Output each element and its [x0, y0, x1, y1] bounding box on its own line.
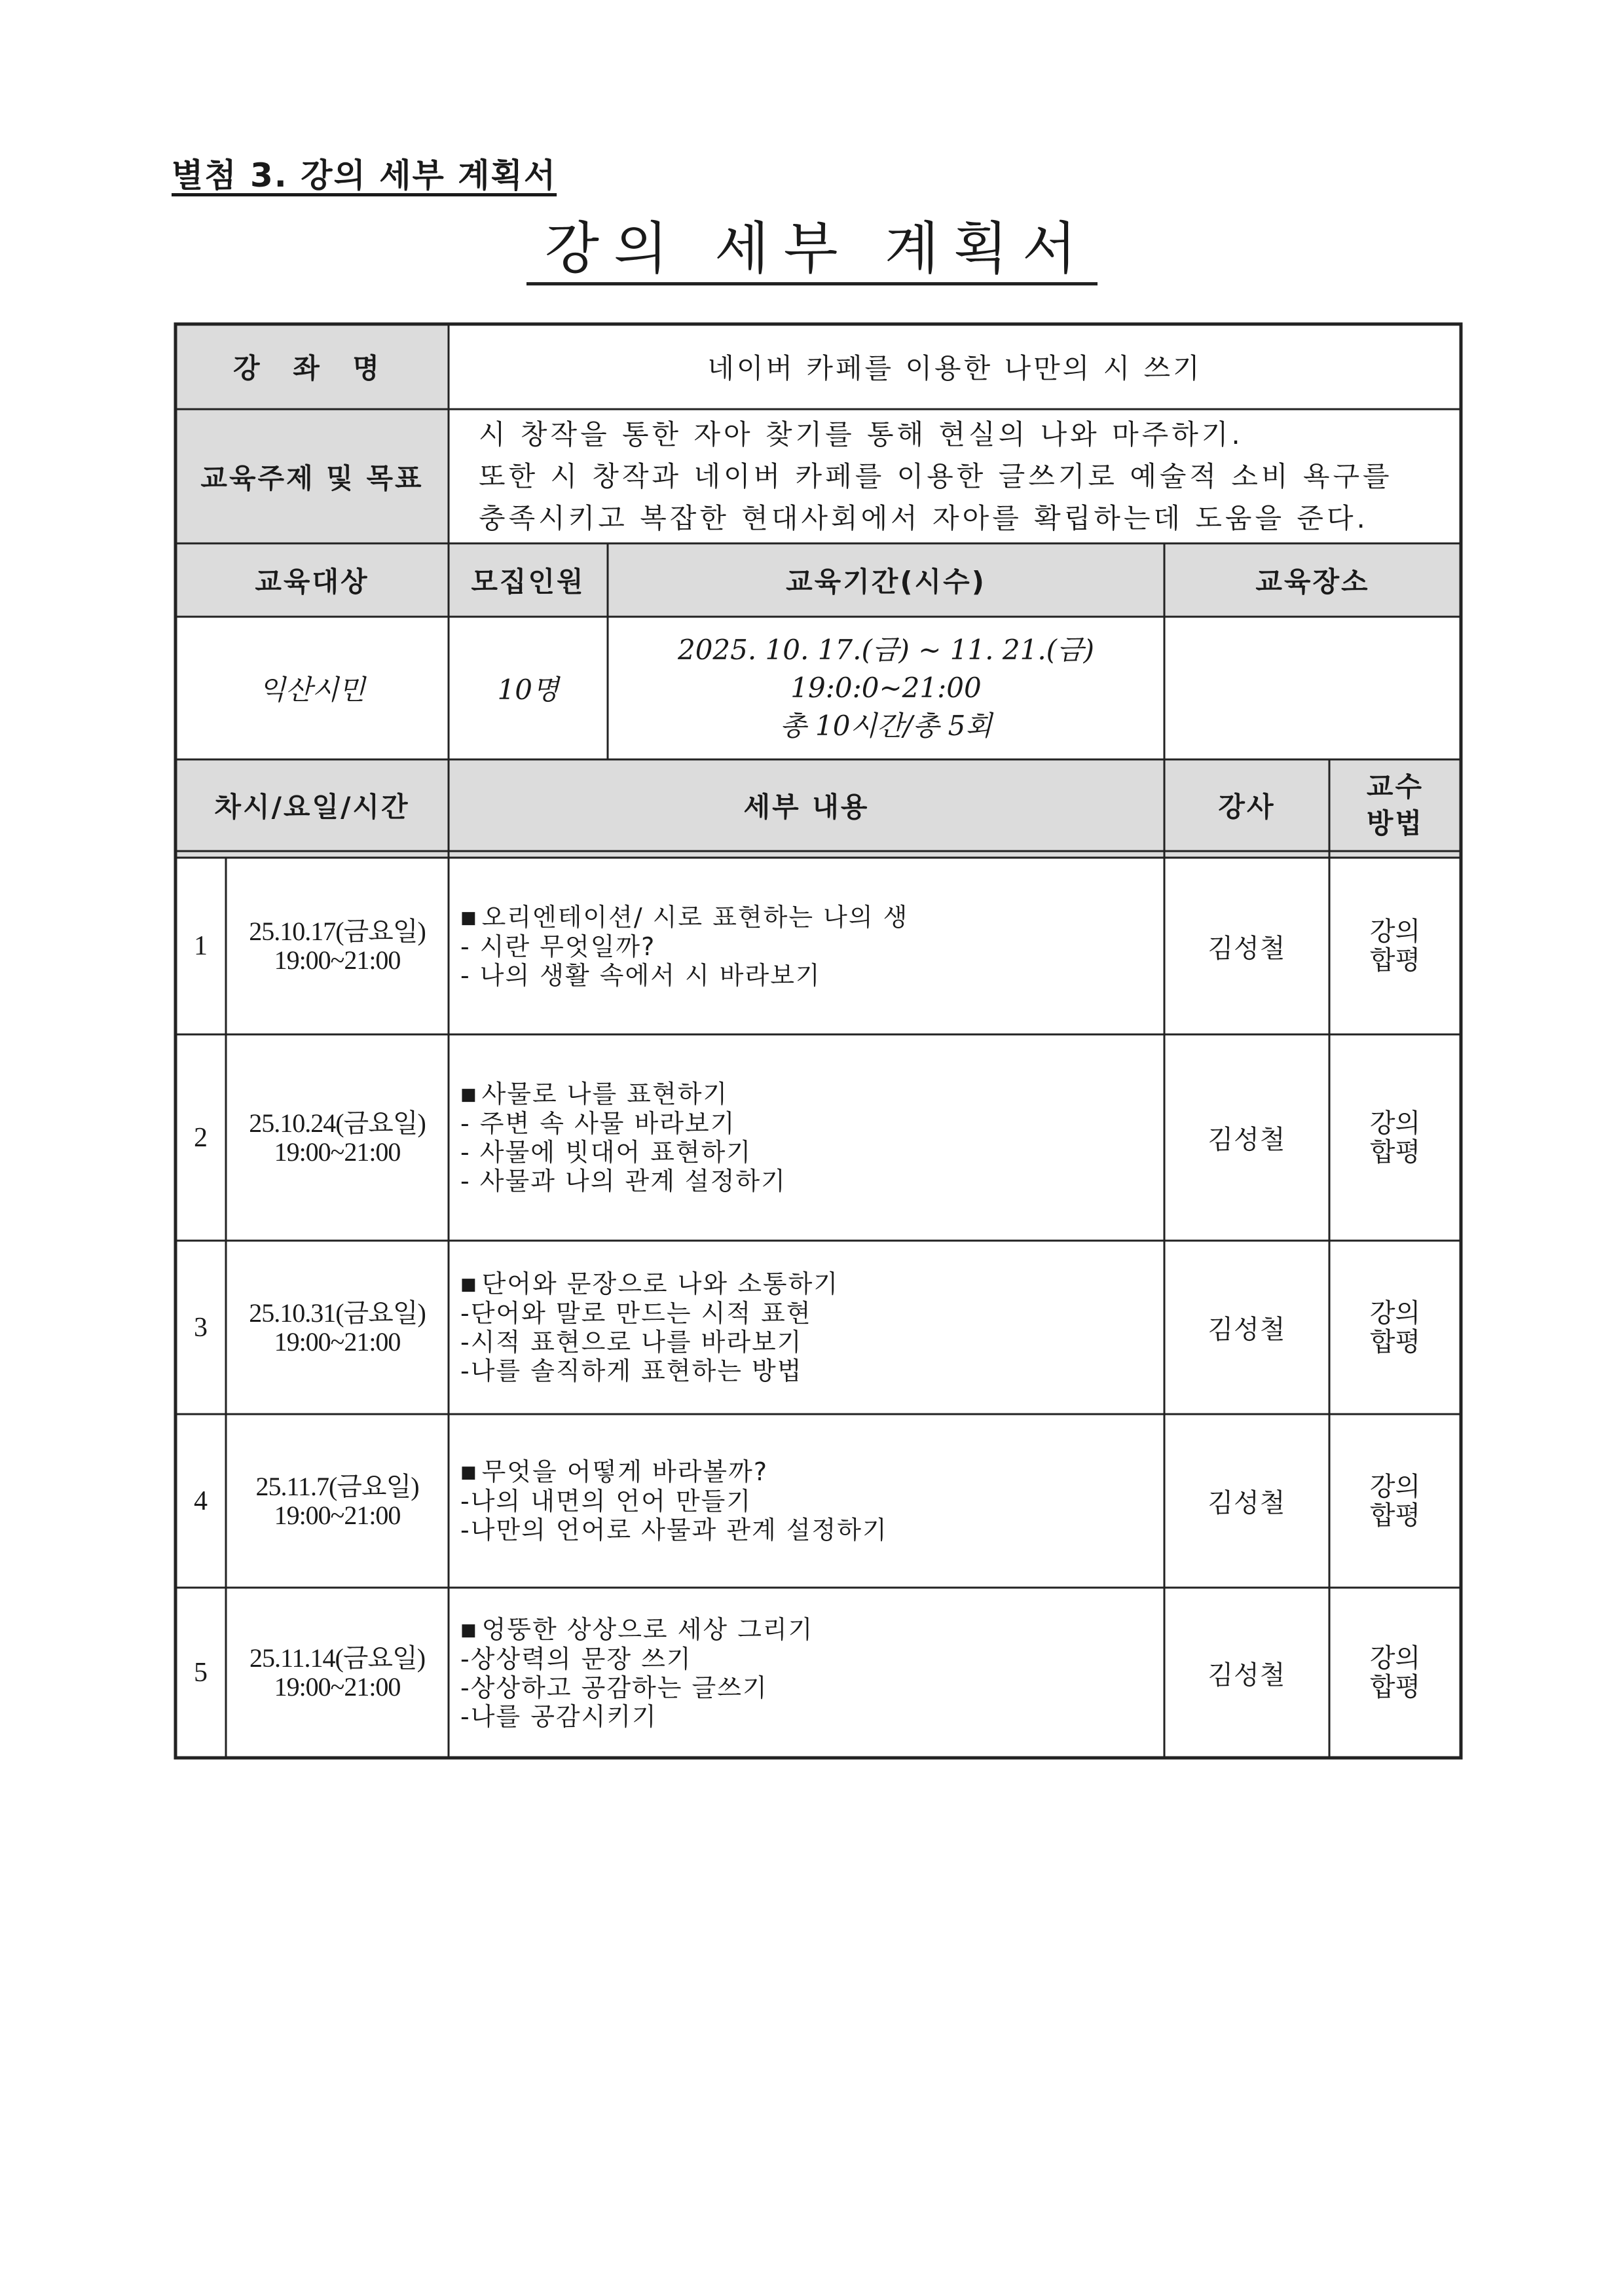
session-datetime — [226, 1034, 449, 1241]
session-method — [1329, 1034, 1461, 1241]
session-method-line2: 합평 — [1369, 1137, 1421, 1167]
goal-label: 교육주제 및 목표 — [200, 462, 424, 494]
session-instructor: 김성철 — [1208, 933, 1286, 964]
period-value — [608, 617, 1164, 759]
session-content — [449, 1588, 1164, 1758]
session-instructor: 김성철 — [1208, 1125, 1286, 1155]
session-title: 사물로 나를 표현하기 — [481, 1080, 729, 1108]
session-time: 19:00~21:00 — [274, 945, 401, 975]
session-date: 25.10.31(금요일) — [249, 1298, 426, 1328]
session-content — [449, 858, 1164, 1034]
session-content — [449, 1414, 1164, 1588]
session-date: 25.10.17(금요일) — [249, 917, 426, 946]
session-title: 오리엔테이션/ 시로 표현하는 나의 생 — [481, 902, 909, 932]
target-value: 익산시민 — [259, 674, 365, 706]
session-instructor: 김성철 — [1208, 1488, 1286, 1518]
session-no: 3 — [194, 1312, 208, 1343]
goal-line-2: 또한 시 창작과 네이버 카페를 이용한 글쓰기로 예술적 소비 욕구를 — [479, 460, 1393, 492]
document-title: 강의 세부 계획서 — [526, 219, 1098, 285]
session-time: 19:00~21:00 — [274, 1137, 401, 1167]
session-method-line2: 합평 — [1369, 945, 1421, 975]
course-name-label: 강 좌 명 — [233, 352, 391, 384]
session-item: - 사물과 나의 관계 설정하기 — [460, 1167, 786, 1195]
session-method-line1: 강의 — [1369, 1298, 1421, 1328]
header-target: 교육대상 — [255, 566, 369, 598]
session-datetime — [226, 1588, 449, 1758]
session-method-line1: 강의 — [1369, 1108, 1421, 1139]
header-place: 교육장소 — [1255, 566, 1370, 598]
session-item: -시적 표현으로 나를 바라보기 — [460, 1328, 803, 1357]
period-total: 총 10시간/총 5회 — [780, 710, 992, 742]
session-no: 1 — [194, 931, 208, 961]
bullet-square-icon: ■ — [460, 1463, 478, 1482]
session-no: 2 — [194, 1122, 208, 1153]
attachment-label: 별첨 3. 강의 세부 계획서 — [172, 156, 557, 194]
header-session: 차시/요일/시간 — [214, 791, 410, 823]
session-method — [1329, 1588, 1461, 1758]
session-method — [1329, 858, 1461, 1034]
bullet-square-icon: ■ — [460, 1275, 478, 1294]
goal-text — [449, 409, 1461, 543]
session-datetime — [226, 1241, 449, 1414]
header-method-line1: 교수 — [1366, 771, 1424, 803]
header-content: 세부 내용 — [743, 791, 870, 823]
session-method-line2: 합평 — [1369, 1500, 1421, 1531]
session-item: - 시란 무엇일까? — [460, 932, 656, 961]
session-item: -상상력의 문장 쓰기 — [460, 1644, 692, 1673]
session-method-line1: 강의 — [1369, 1643, 1421, 1673]
place-value — [1164, 617, 1461, 759]
session-datetime — [226, 1414, 449, 1588]
bullet-square-icon: ■ — [460, 1085, 478, 1104]
session-item: -나만의 언어로 사물과 관계 설정하기 — [460, 1516, 888, 1544]
capacity-value: 10명 — [497, 674, 559, 706]
bullet-square-icon: ■ — [460, 1620, 478, 1640]
session-content — [449, 1034, 1164, 1241]
session-title: 단어와 문장으로 나와 소통하기 — [481, 1269, 840, 1298]
period-dates: 2025. 10. 17.(금) ~ 11. 21.(금) — [677, 634, 1095, 666]
session-item: - 나의 생활 속에서 시 바라보기 — [460, 960, 821, 990]
session-instructor: 김성철 — [1208, 1315, 1286, 1345]
header-capacity: 모집인원 — [471, 566, 585, 598]
session-content — [449, 1241, 1164, 1414]
session-time: 19:00~21:00 — [274, 1326, 401, 1357]
session-item: - 주변 속 사물 바라보기 — [460, 1109, 736, 1138]
period-time: 19:0:0~21:00 — [790, 672, 982, 704]
session-date: 25.10.24(금요일) — [249, 1108, 426, 1138]
session-item: -나를 공감시키기 — [460, 1702, 657, 1731]
session-no: 5 — [194, 1658, 208, 1688]
session-method-line1: 강의 — [1369, 1471, 1421, 1502]
course-name-value: 네이버 카페를 이용한 나만의 시 쓰기 — [707, 352, 1202, 384]
session-instructor: 김성철 — [1208, 1660, 1286, 1690]
header-method-line2: 방법 — [1366, 807, 1424, 839]
session-time: 19:00~21:00 — [274, 1672, 401, 1702]
header-instructor: 강사 — [1218, 791, 1276, 823]
goal-line-3: 충족시키고 복잡한 현대사회에서 자아를 확립하는데 도움을 준다. — [479, 501, 1369, 534]
header-period: 교육기간(시수) — [786, 566, 986, 598]
session-item: -상상하고 공감하는 글쓰기 — [460, 1673, 768, 1702]
session-item: -단어와 말로 만드는 시적 표현 — [460, 1299, 812, 1328]
session-method-line2: 합평 — [1369, 1672, 1421, 1702]
goal-line-1: 시 창작을 통한 자아 찾기를 통해 현실의 나와 마주하기. — [479, 418, 1244, 450]
session-method — [1329, 1414, 1461, 1588]
bullet-square-icon: ■ — [460, 907, 478, 928]
session-date: 25.11.14(금요일) — [249, 1643, 426, 1673]
header-method — [1329, 759, 1461, 851]
session-method — [1329, 1241, 1461, 1414]
session-method-line1: 강의 — [1369, 917, 1421, 947]
session-time: 19:00~21:00 — [274, 1500, 401, 1530]
session-no: 4 — [194, 1485, 208, 1516]
session-item: -나를 솔직하게 표현하는 방법 — [460, 1357, 803, 1385]
session-datetime — [226, 858, 449, 1034]
session-item: -나의 내면의 언어 만들기 — [460, 1487, 752, 1516]
session-method-line2: 합평 — [1369, 1326, 1421, 1357]
session-date: 25.11.7(금요일) — [255, 1471, 419, 1501]
session-title: 무엇을 어떻게 바라볼까? — [481, 1457, 768, 1486]
session-title: 엉뚱한 상상으로 세상 그리기 — [481, 1614, 814, 1644]
session-item: - 사물에 빗대어 표현하기 — [460, 1138, 752, 1167]
